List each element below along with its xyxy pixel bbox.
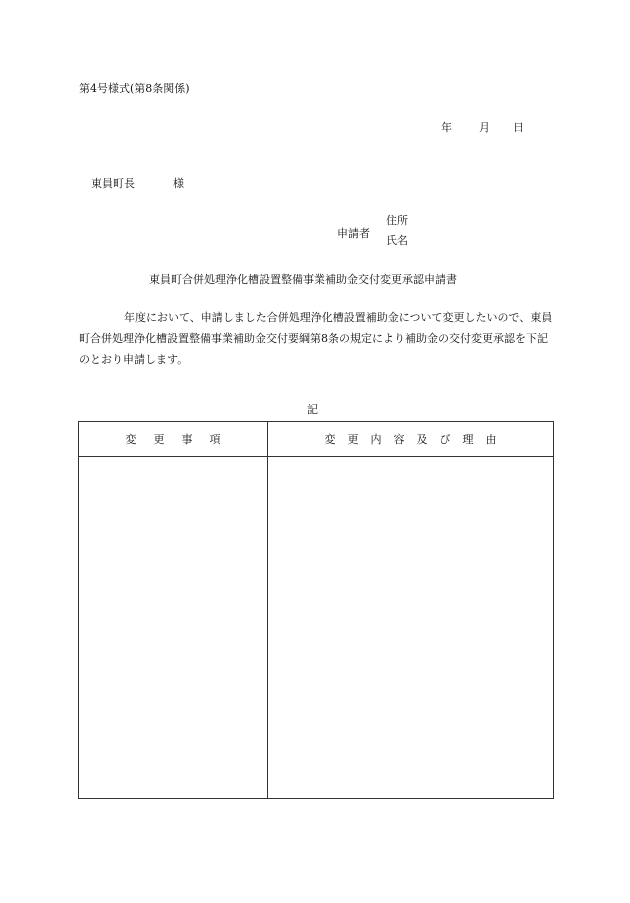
section-heading: 記 — [307, 403, 318, 416]
change-content-cell[interactable] — [268, 457, 554, 799]
applicant-label: 申請者 — [337, 227, 370, 240]
application-body — [79, 307, 555, 370]
change-item-cell[interactable] — [79, 457, 268, 799]
application-body-text: 年度において、申請しました合併処理浄化槽設置補助金について変更したいので、東員町合併処理浄化槽設置整備事業補助金交付要綱第8条の規定により補助金の交付変更承認を下記のとおり申請します。 — [79, 311, 553, 366]
date-year-label: 年 — [441, 121, 452, 134]
header-change-item: 変更事項 — [79, 422, 268, 457]
changes-table — [78, 421, 554, 799]
date-day-label: 日 — [513, 121, 524, 134]
addressee-suffix: 様 — [173, 177, 184, 190]
form-number: 第4号様式(第8条関係) — [79, 82, 190, 95]
date-month-label: 月 — [479, 121, 490, 134]
name-label: 氏名 — [386, 234, 408, 247]
address-label: 住所 — [386, 214, 408, 227]
document-title: 東員町合併処理浄化槽設置整備事業補助金交付変更承認申請書 — [149, 273, 457, 286]
table-row — [79, 457, 554, 799]
addressee-name: 東員町長 — [91, 177, 135, 190]
table-header-row — [79, 422, 554, 457]
header-change-content-reason: 変更内容及び理由 — [268, 422, 554, 457]
